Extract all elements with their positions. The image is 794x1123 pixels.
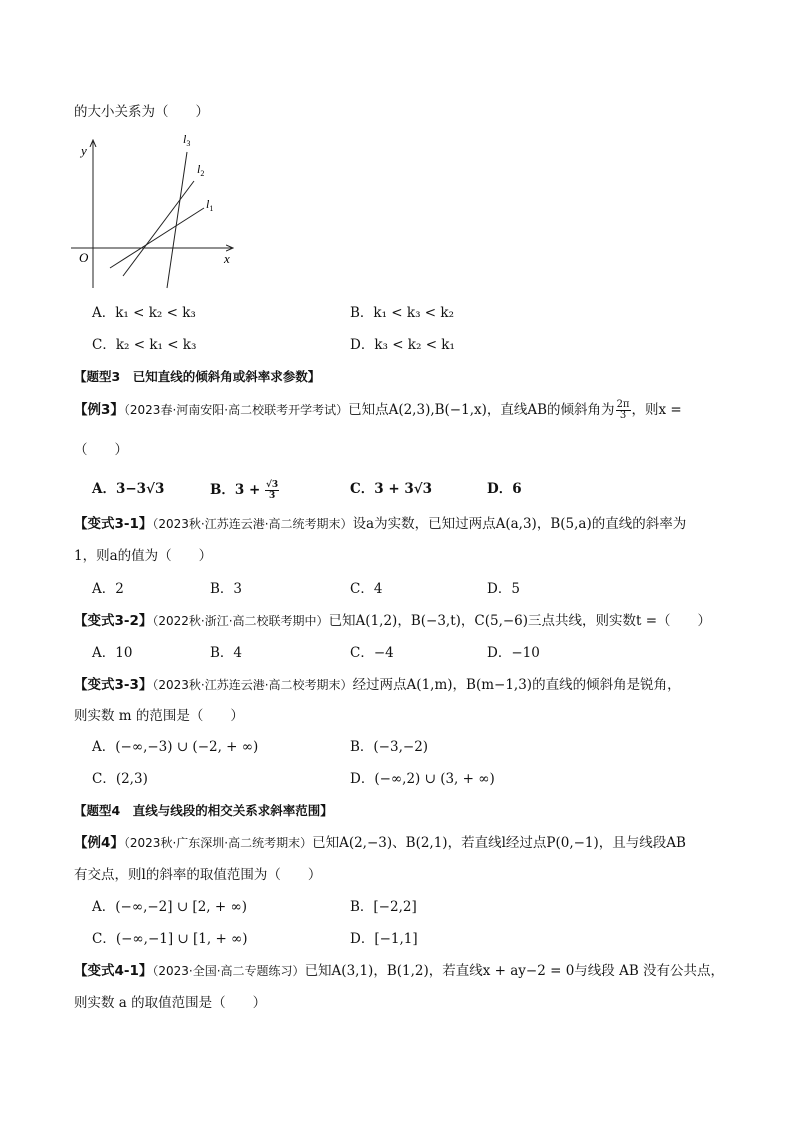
example-3-text: 已知点A(2,3),B(−1,x)，直线AB的倾斜角为 bbox=[348, 402, 615, 418]
q0-option-a: A．k₁ < k₂ < k₃ bbox=[92, 305, 196, 321]
intro-line: 的大小关系为（ ） bbox=[74, 104, 209, 120]
q0-option-b: B．k₁ < k₃ < k₂ bbox=[350, 305, 454, 321]
variant-3-2-text: 已知A(1,2)，B(−3,t)，C(5,−6)三点共线，则实数t =（ ） bbox=[328, 613, 712, 629]
example-3-tag: 【例3】 bbox=[74, 402, 124, 418]
example-3-line-1 bbox=[74, 400, 682, 421]
example-4-text: 已知A(2,−3)、B(2,1)，若直线l经过点P(0,−1)，且与线段AB bbox=[312, 835, 686, 851]
variant-4-1-source: （2023·全国·高二专题练习） bbox=[152, 964, 305, 978]
ex3-option-c: C．3 + 3√3 bbox=[350, 481, 433, 497]
v33-option-a: A．(−∞,−3) ∪ (−2, + ∞) bbox=[92, 739, 259, 755]
variant-3-1-line-1 bbox=[74, 515, 686, 533]
example-3-line-2: （ ） bbox=[74, 442, 128, 458]
v33-option-d: D．(−∞,2) ∪ (3, + ∞) bbox=[350, 771, 495, 787]
example-4-source: （2023秋·广东深圳·高二统考期末） bbox=[123, 836, 313, 850]
line-l1 bbox=[110, 208, 204, 268]
v32-option-b: B．4 bbox=[210, 645, 243, 661]
section-heading-4: 【题型4 直线与线段的相交关系求斜率范围】 bbox=[74, 803, 333, 818]
example-4-line-2: 有交点，则l的斜率的取值范围为（ ） bbox=[74, 867, 322, 883]
line-l3-label: $l_3$ bbox=[183, 132, 191, 148]
example-3-tail: ，则x = bbox=[631, 402, 682, 418]
v31-option-b: B．3 bbox=[210, 581, 243, 597]
variant-4-1-tag: 【变式4-1】 bbox=[74, 963, 153, 979]
variant-3-1-text: 设a为实数，已知过两点A(a,3)，B(5,a)的直线的斜率为 bbox=[352, 516, 687, 532]
v32-option-d: D．−10 bbox=[487, 645, 540, 661]
v31-option-a: A．2 bbox=[92, 581, 124, 597]
example-4-tag: 【例4】 bbox=[74, 835, 124, 851]
variant-3-3-tag: 【变式3-3】 bbox=[74, 677, 153, 693]
variant-3-2-tag: 【变式3-2】 bbox=[74, 613, 153, 629]
variant-3-1-source: （2023秋·江苏连云港·高二统考期末） bbox=[152, 517, 353, 531]
line-l2 bbox=[123, 181, 194, 276]
example-4-line-1 bbox=[74, 834, 686, 852]
ex3-option-a: A．3−3√3 bbox=[92, 481, 165, 497]
ex4-option-b: B．[−2,2] bbox=[350, 899, 417, 915]
line-l1-label: $l_1$ bbox=[206, 197, 214, 213]
v33-option-c: C．(2,3) bbox=[92, 771, 148, 787]
origin-label: O bbox=[79, 250, 89, 265]
y-axis-label: y bbox=[81, 143, 87, 158]
v31-option-c: C．4 bbox=[350, 581, 383, 597]
q0-option-d: D．k₃ < k₂ < k₁ bbox=[350, 337, 455, 353]
example-3-source: （2023春·河南安阳·高二校联考开学考试） bbox=[123, 403, 349, 417]
v31-option-d: D．5 bbox=[487, 581, 520, 597]
variant-3-3-line-1 bbox=[74, 676, 681, 694]
variant-4-1-line-1 bbox=[74, 962, 724, 980]
variant-4-1-line-2: 则实数 a 的取值范围是（ ） bbox=[74, 995, 267, 1011]
line-slope-graph bbox=[66, 128, 246, 293]
v32-option-c: C．−4 bbox=[350, 645, 394, 661]
variant-3-2-source: （2022秋·浙江·高二校联考期中） bbox=[152, 614, 329, 628]
ex3-option-b-fraction: $\frac{√3}{3}$ bbox=[266, 480, 279, 501]
ex4-option-a: A．(−∞,−2] ∪ [2, + ∞) bbox=[92, 899, 247, 915]
variant-4-1-text: 已知A(3,1)，B(1,2)，若直线x + ay−2 = 0与线段 AB 没有公共点， bbox=[304, 963, 725, 979]
x-axis-label: x bbox=[224, 251, 230, 266]
section-heading-3: 【题型3 已知直线的倾斜角或斜率求参数】 bbox=[74, 369, 321, 384]
ex3-option-d: D．6 bbox=[487, 481, 522, 497]
variant-3-2-line-1 bbox=[74, 612, 711, 630]
example-3-fraction: $\frac{2\pi}{3}$ bbox=[616, 399, 630, 421]
line-l3 bbox=[167, 152, 187, 288]
ex3-option-b: B．3 + $\frac{√3}{3}$ bbox=[210, 480, 279, 501]
variant-3-1-line-2: 1，则a的值为（ ） bbox=[74, 548, 213, 564]
v33-option-b: B．(−3,−2) bbox=[350, 739, 429, 755]
variant-3-3-source: （2023秋·江苏连云港·高二校考期末） bbox=[152, 678, 353, 692]
line-l2-label: $l_2$ bbox=[197, 162, 205, 178]
ex4-option-c: C．(−∞,−1] ∪ [1, + ∞) bbox=[92, 931, 248, 947]
variant-3-3-line-2: 则实数 m 的范围是（ ） bbox=[74, 708, 244, 724]
ex4-option-d: D．[−1,1] bbox=[350, 931, 418, 947]
q0-option-c: C．k₂ < k₁ < k₃ bbox=[92, 337, 197, 353]
variant-3-3-text: 经过两点A(1,m)，B(m−1,3)的直线的倾斜角是锐角， bbox=[352, 677, 681, 693]
variant-3-1-tag: 【变式3-1】 bbox=[74, 516, 153, 532]
v32-option-a: A．10 bbox=[92, 645, 133, 661]
